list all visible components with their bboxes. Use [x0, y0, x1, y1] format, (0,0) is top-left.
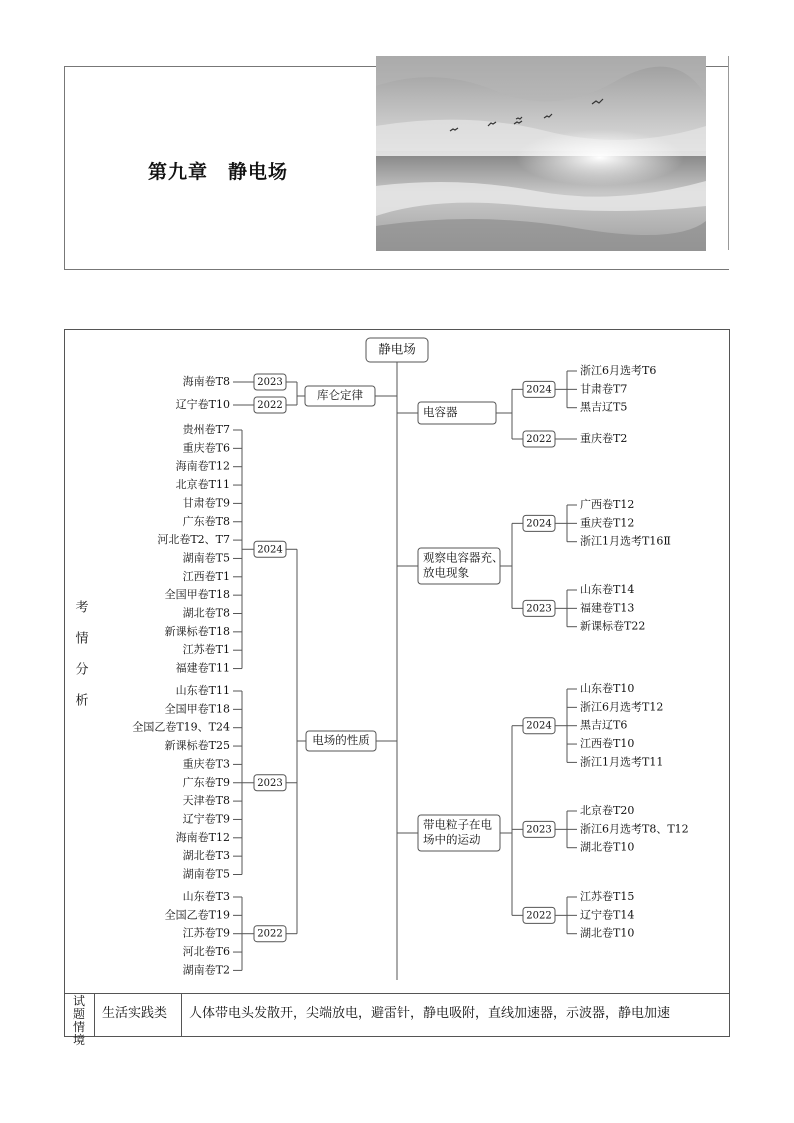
exam-item: 福建卷T11 — [175, 661, 230, 675]
year-badge-label: 2023 — [257, 777, 283, 789]
exam-item: 山东卷T14 — [580, 583, 635, 596]
exam-item: 重庆卷T6 — [182, 441, 230, 455]
exam-item: 甘肃卷T9 — [182, 496, 230, 510]
exam-item: 湖南卷T2 — [182, 963, 230, 977]
exam-item: 辽宁卷T9 — [182, 812, 230, 826]
year-badge-label: 2022 — [257, 928, 283, 940]
exam-item: 海南卷T12 — [175, 459, 230, 473]
year-badge-label: 2022 — [526, 434, 552, 445]
exam-item: 天津卷T8 — [182, 794, 230, 808]
exam-item: 贵州卷T7 — [182, 423, 230, 436]
exam-item: 浙江6月选考T8、T12 — [580, 822, 689, 836]
exam-item: 浙江1月选考T11 — [580, 755, 664, 769]
topic-node-label: 电容器 — [423, 405, 458, 419]
question-context-header: 试题情境 — [64, 994, 95, 1037]
exam-item: 江苏卷T1 — [182, 643, 230, 657]
exam-item: 河北卷T2、T7 — [157, 533, 230, 547]
exam-item: 重庆卷T3 — [182, 757, 230, 771]
exam-item: 北京卷T20 — [580, 804, 635, 817]
topic-node-label: 电场的性质 — [312, 733, 370, 747]
exam-item: 广西卷T12 — [580, 498, 635, 511]
exam-item: 湖北卷T10 — [580, 926, 635, 940]
exam-analysis-label: 考情分析 — [72, 599, 88, 724]
chapter-title: 第九章 静电场 — [148, 161, 289, 183]
exam-item: 浙江6月选考T6 — [580, 364, 657, 377]
exam-item: 辽宁卷T14 — [580, 908, 635, 922]
question-context-row — [64, 993, 730, 1047]
exam-item: 重庆卷T2 — [580, 432, 628, 445]
exam-item: 湖北卷T3 — [182, 849, 230, 863]
exam-item: 湖南卷T5 — [182, 867, 230, 881]
exam-item: 浙江1月选考T16Ⅱ — [580, 534, 671, 548]
exam-item: 江苏卷T9 — [182, 926, 230, 940]
exam-item: 海南卷T8 — [182, 375, 230, 388]
context-examples: 人体带电头发散开，尖端放电，避雷针，静电吸附，直线加速器，示波器，静电加速 — [189, 1006, 671, 1021]
year-badge-label: 2023 — [257, 377, 283, 388]
exam-item: 山东卷T11 — [175, 684, 230, 697]
exam-item: 辽宁卷T10 — [175, 398, 230, 411]
context-category: 生活实践类 — [94, 994, 182, 1037]
exam-item: 新课标卷T22 — [580, 619, 646, 633]
exam-item: 广东卷T9 — [182, 775, 230, 789]
exam-item: 黑吉辽T6 — [580, 718, 628, 732]
exam-item: 江西卷T1 — [182, 569, 230, 583]
year-badge-label: 2022 — [526, 910, 552, 922]
year-badge-label: 2024 — [526, 720, 552, 732]
exam-item: 山东卷T3 — [182, 890, 230, 903]
exam-item: 湖北卷T10 — [580, 840, 635, 854]
year-badge-label: 2024 — [526, 518, 552, 530]
exam-item: 新课标卷T25 — [164, 739, 230, 753]
topic-node-label: 库仑定律 — [317, 388, 363, 402]
exam-item: 浙江6月选考T12 — [580, 700, 664, 714]
exam-item: 山东卷T10 — [580, 682, 635, 695]
exam-item: 江西卷T10 — [580, 737, 635, 751]
exam-item: 福建卷T13 — [580, 601, 635, 615]
topic-node-label: 放电现象 — [423, 565, 469, 580]
root-node-label: 静电场 — [378, 341, 416, 357]
exam-item: 海南卷T12 — [175, 830, 230, 844]
exam-item: 北京卷T11 — [175, 478, 230, 492]
topic-node-label: 观察电容器充、 — [423, 550, 504, 565]
exam-item: 全国甲卷T18 — [164, 702, 230, 716]
exam-item: 全国乙卷T19、T24 — [132, 720, 230, 734]
exam-item: 甘肃卷T7 — [580, 382, 628, 396]
exam-item: 全国甲卷T18 — [164, 588, 230, 602]
exam-item: 全国乙卷T19 — [164, 908, 230, 922]
exam-item: 河北卷T6 — [182, 945, 230, 959]
year-badge-label: 2024 — [257, 544, 283, 556]
year-badge-label: 2024 — [526, 384, 552, 396]
exam-item: 重庆卷T12 — [580, 516, 635, 530]
year-badge-label: 2023 — [526, 824, 552, 836]
exam-item: 广东卷T8 — [182, 514, 230, 528]
topic-node-label: 场中的运动 — [423, 832, 481, 847]
year-badge-label: 2023 — [526, 603, 552, 615]
exam-item: 湖南卷T5 — [182, 551, 230, 565]
exam-item: 湖北卷T8 — [182, 606, 230, 620]
exam-item: 黑吉辽T5 — [580, 400, 628, 414]
exam-item: 新课标卷T18 — [164, 624, 230, 638]
year-badge-label: 2022 — [257, 400, 283, 411]
topic-node-label: 带电粒子在电 — [423, 817, 492, 832]
exam-item: 江苏卷T15 — [580, 890, 635, 903]
